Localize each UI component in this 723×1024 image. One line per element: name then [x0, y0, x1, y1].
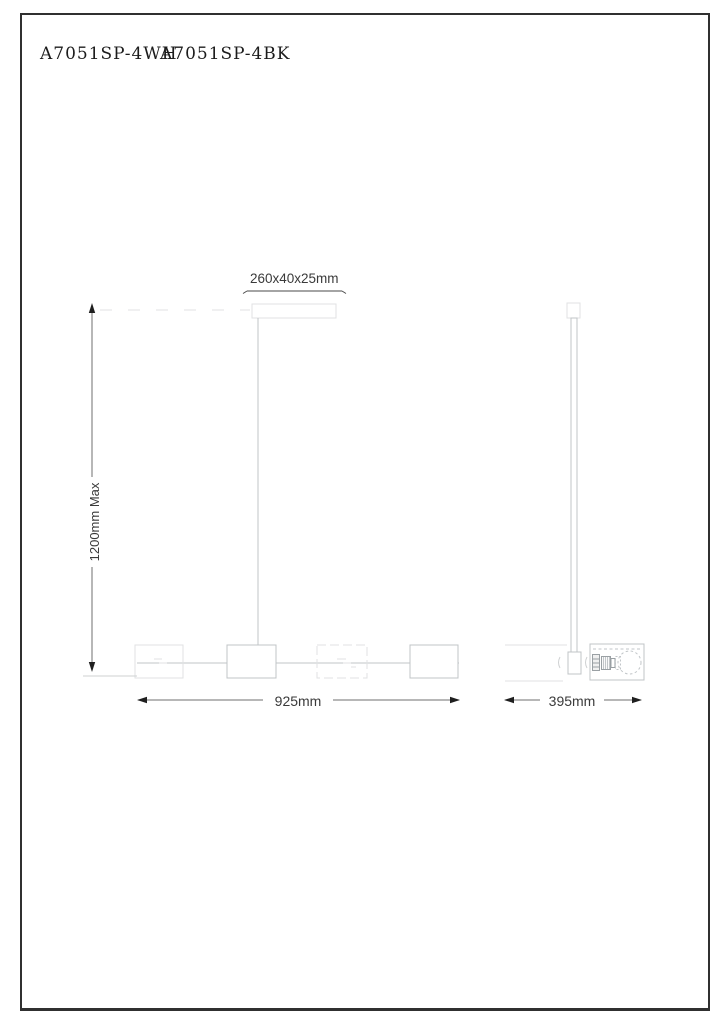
shade-1 [135, 645, 183, 678]
shade-4 [410, 645, 458, 678]
side-canopy-outline [567, 303, 580, 318]
front-view [83, 291, 460, 703]
side-shade-left [505, 645, 567, 681]
joint-mark-left [559, 657, 561, 668]
shade-3 [317, 645, 367, 678]
shade-2 [227, 645, 276, 678]
canopy-dimension-label: 260x40x25mm [250, 271, 339, 286]
ceiling-canopy-outline [252, 304, 336, 318]
rod-connector [568, 652, 581, 674]
model-number-white: A7051SP-4WH [40, 44, 178, 64]
joint-mark-right [586, 657, 588, 668]
canopy-dimension-line [243, 291, 346, 294]
depth-dimension-label: 395mm [540, 693, 604, 709]
model-number-black: A7051SP-4BK [160, 44, 291, 64]
max-height-dimension-label: 1200mm Max [87, 477, 103, 567]
side-view [504, 303, 644, 703]
side-shade-with-bulb [590, 644, 644, 680]
side-suspension-rod [571, 318, 577, 652]
width-dimension-label: 925mm [263, 693, 333, 709]
